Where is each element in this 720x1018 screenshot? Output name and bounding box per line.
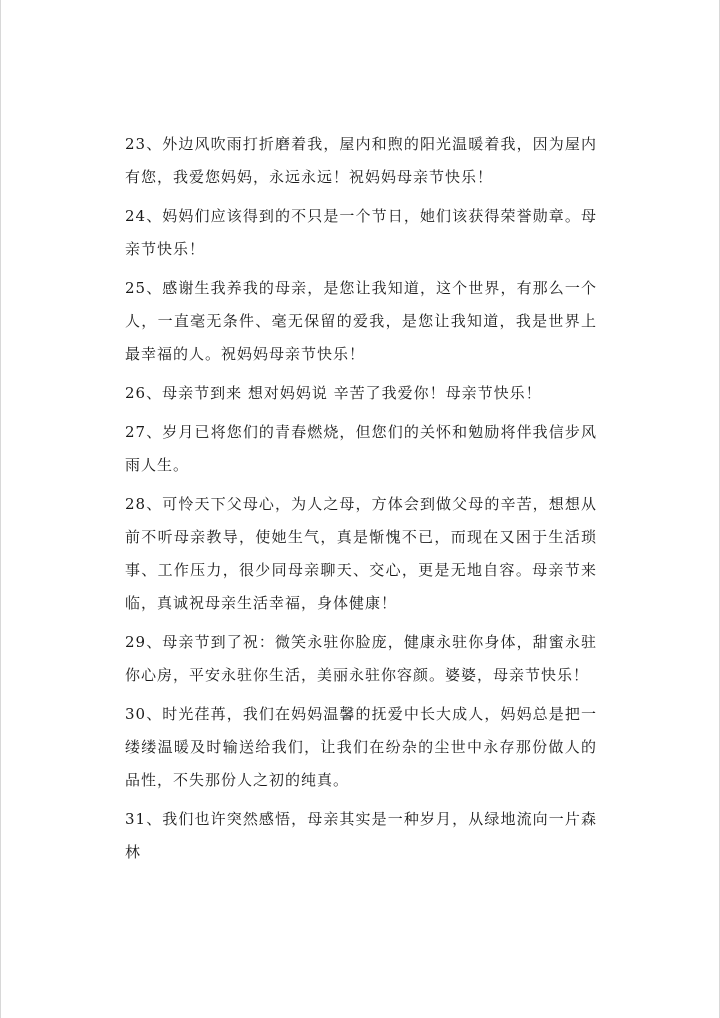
paragraph-26 (125, 377, 597, 410)
paragraph-number: 30 (125, 705, 147, 723)
paragraph-text: 、感谢生我养我的母亲，是您让我知道，这个世界，有那么一个人，一直毫无条件、毫无保留的爱我，是您让我知道，我是世界上最幸福的人。祝妈妈母亲节快乐！ (125, 279, 597, 363)
paragraph-31 (125, 803, 597, 869)
paragraph-30 (125, 698, 597, 797)
paragraph-text: 、我们也许突然感悟，母亲其实是一种岁月，从绿地流向一片森林 (125, 810, 597, 861)
document-body (125, 128, 597, 875)
paragraph-number: 31 (125, 810, 147, 828)
paragraph-number: 29 (125, 633, 147, 651)
paragraph-text: 、可怜天下父母心，为人之母，方体会到做父母的辛苦，想想从前不听母亲教导，使她生气，真是惭愧不已，而现在又困于生活琐事、工作压力，很少同母亲聊天、交心，更是无地自容。母亲节来临，真诚祝母亲生活幸福，身体健康！ (125, 495, 597, 612)
paragraph-28 (125, 488, 597, 620)
paragraph-number: 26 (125, 384, 147, 402)
paragraph-text: 、母亲节到来 想对妈妈说 辛苦了我爱你！母亲节快乐！ (146, 384, 542, 402)
paragraph-27 (125, 416, 597, 482)
paragraph-number: 28 (125, 495, 147, 513)
paragraph-number: 25 (125, 279, 147, 297)
paragraph-23 (125, 128, 597, 194)
paragraph-number: 27 (125, 423, 147, 441)
paragraph-number: 23 (125, 135, 147, 153)
paragraph-text: 、岁月已将您们的青春燃烧，但您们的关怀和勉励将伴我信步风雨人生。 (125, 423, 597, 474)
paragraph-text: 、时光荏苒，我们在妈妈温馨的抚爱中长大成人，妈妈总是把一缕缕温暖及时输送给我们，让我们在纷杂的尘世中永存那份做人的品性，不失那份人之初的纯真。 (125, 705, 597, 789)
paragraph-text: 、母亲节到了祝：微笑永驻你脸庞，健康永驻你身体，甜蜜永驻你心房，平安永驻你生活，美丽永驻你容颜。婆婆，母亲节快乐！ (125, 633, 597, 684)
paragraph-25 (125, 272, 597, 371)
paragraph-24 (125, 200, 597, 266)
paragraph-text: 、外边风吹雨打折磨着我，屋内和煦的阳光温暖着我，因为屋内有您，我爱您妈妈，永远永远！祝妈妈母亲节快乐！ (125, 135, 597, 186)
paragraph-number: 24 (125, 207, 147, 225)
paragraph-29 (125, 626, 597, 692)
paragraph-text: 、妈妈们应该得到的不只是一个节日，她们该获得荣誉勋章。母亲节快乐！ (125, 207, 597, 258)
